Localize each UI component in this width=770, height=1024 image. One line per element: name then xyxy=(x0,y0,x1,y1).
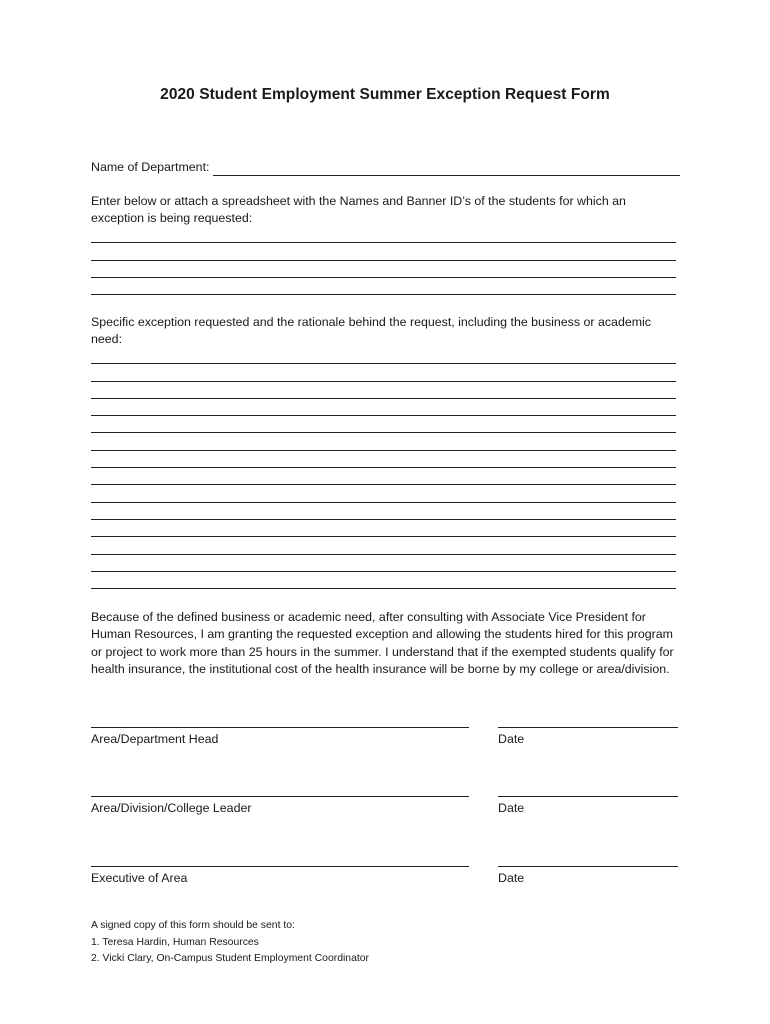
date-label: Date xyxy=(498,732,525,746)
date-label: Date xyxy=(498,801,525,815)
entry-line[interactable] xyxy=(91,364,676,381)
entry-line[interactable] xyxy=(91,433,676,450)
exception-prompt: Specific exception requested and the rationale behind the request, including the business or academic need: xyxy=(91,315,652,347)
entry-line[interactable] xyxy=(91,572,676,589)
entry-line[interactable] xyxy=(91,382,676,399)
entry-line[interactable] xyxy=(91,520,676,537)
entry-line[interactable] xyxy=(91,451,676,468)
date-line-department-head[interactable] xyxy=(498,727,678,728)
entry-line[interactable] xyxy=(91,503,676,520)
footer-note xyxy=(91,918,369,968)
footer-recipient: 1. Teresa Hardin, Human Resources xyxy=(91,936,259,948)
entry-line[interactable] xyxy=(91,555,676,572)
signature-role-label: Executive of Area xyxy=(91,871,188,885)
entry-line[interactable] xyxy=(91,399,676,416)
date-line-executive[interactable] xyxy=(498,866,678,867)
signature-line-department-head[interactable] xyxy=(91,727,469,728)
signature-line-college-leader[interactable] xyxy=(91,796,469,797)
entry-line[interactable] xyxy=(91,537,676,554)
entry-line[interactable] xyxy=(91,243,676,260)
form-title: 2020 Student Employment Summer Exception Request Form xyxy=(160,86,610,103)
entry-line[interactable] xyxy=(91,226,676,243)
entry-line[interactable] xyxy=(91,347,676,364)
students-prompt: Enter below or attach a spreadsheet with the Names and Banner ID’s of the students for which an exception is being requested: xyxy=(91,194,626,226)
footer-recipient: 2. Vicki Clary, On-Campus Student Employment Coordinator xyxy=(91,953,369,964)
entry-line[interactable] xyxy=(91,261,676,278)
exception-entry-lines[interactable] xyxy=(91,347,676,589)
signature-role-label: Area/Department Head xyxy=(91,732,219,746)
entry-line[interactable] xyxy=(91,416,676,433)
signature-role-label: Area/Division/College Leader xyxy=(91,801,252,815)
department-row xyxy=(91,158,680,176)
date-line-college-leader[interactable] xyxy=(498,796,678,797)
department-input-line[interactable] xyxy=(213,161,680,176)
entry-line[interactable] xyxy=(91,485,676,502)
footer-intro: A signed copy of this form should be sent to: xyxy=(91,920,295,931)
department-label: Name of Department: xyxy=(91,160,210,174)
students-entry-lines[interactable] xyxy=(91,226,676,295)
entry-line[interactable] xyxy=(91,468,676,485)
date-label: Date xyxy=(498,871,525,885)
signature-line-executive[interactable] xyxy=(91,866,469,867)
authorization-statement: Because of the defined business or academic need, after consulting with Associate Vice President for Human Resources, I am granting the requested exception and allowing the students hired for this program or project to work more than 25 hours in the summer. I understand that if the exempted students qualify for health insurance, the institutional cost of the health insurance will be borne by my college or area/division. xyxy=(91,610,674,676)
entry-line[interactable] xyxy=(91,278,676,295)
